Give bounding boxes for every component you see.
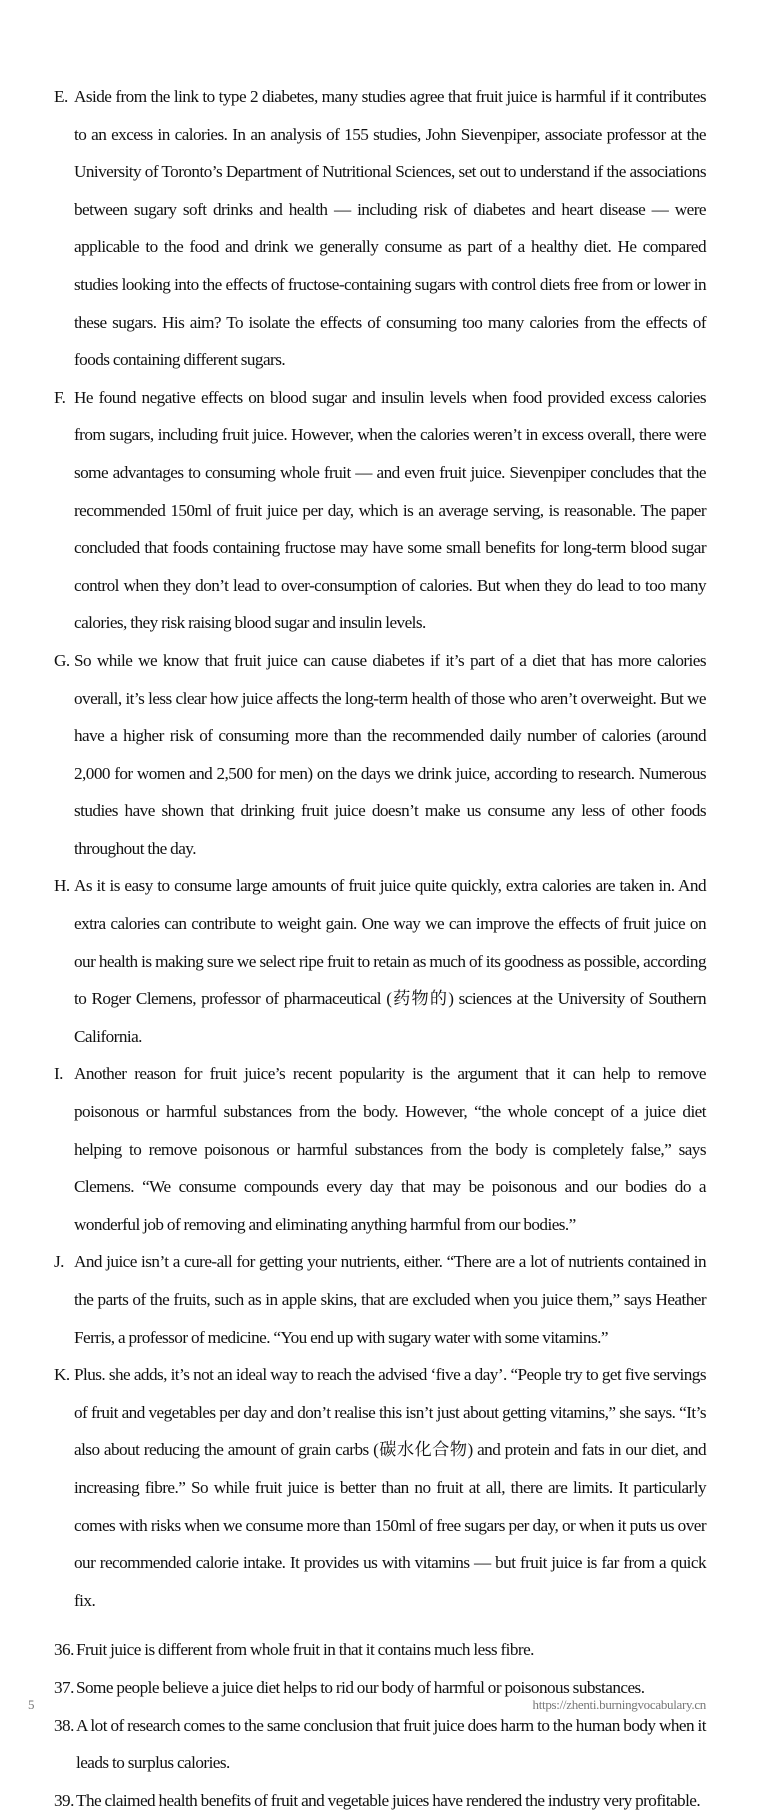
paragraph-k (54, 1356, 706, 1619)
paragraph-label: I. (54, 1064, 63, 1084)
paragraph-i (54, 1055, 706, 1243)
paragraph-label: E. (54, 87, 68, 106)
footer-url[interactable]: https://zhenti.burningvocabulary.cn (532, 1697, 706, 1712)
question-text: Fruit juice is different from whole fruit in that it contains much less fibre. (76, 1640, 534, 1660)
paragraph-e (54, 78, 706, 379)
question-item (54, 1707, 706, 1782)
paragraph-text: Plus. she adds, it’s not an ideal way to reach the advised ‘five a day’. “People try to get five servings of fruit and vegetables per day and don’t realise this isn’t just about getting vitamins,” she says. “It’s also about reducing the amount of grain carbs (碳水化合物) and protein and fats in our diet, and increasing fibre.” So while fruit juice is better than no fruit at all, there are limits. It particularly comes with risks when we consume more than 150ml of free sugars per day, or when it puts us over our recommended calorie intake. It provides us with vitamins — but fruit juice is far from a quick fix. (74, 1365, 706, 1610)
paragraph-label: F. (54, 387, 66, 407)
question-text: A lot of research comes to the same conclusion that fruit juice does harm to the human body when it leads to surplus calories. (76, 1715, 706, 1773)
paragraph-text: Aside from the link to type 2 diabetes, many studies agree that fruit juice is harmful if it contributes to an excess in calories. In an analysis of 155 studies, John Sievenpiper, associate professor at the University of Toronto’s Department of Nutritional Sciences, set out to understand if the associations between sugary soft drinks and health — including risk of diabetes and heart disease — were applicable to the food and drink we generally consume as part of a healthy diet. He compared studies looking into the effects of fructose-containing sugars with control diets free from or lower in these sugars. His aim? To isolate the effects of consuming too many calories from the effects of foods containing different sugars. (74, 87, 706, 370)
paragraph-text: And juice isn’t a cure-all for getting your nutrients, either. “There are a lot of nutrients contained in the parts of the fruits, such as in apple skins, that are excluded when you juice them,” says Heather Ferris, a professor of medicine. “You end up with sugary water with some vitamins.” (74, 1252, 706, 1347)
question-list (54, 1631, 706, 1819)
page-footer (0, 1697, 760, 1717)
page-number: 5 (28, 1697, 35, 1712)
question-text: The claimed health benefits of fruit and vegetable juices have rendered the industry very profitable. (76, 1790, 701, 1810)
paragraph-label: G. (54, 650, 70, 670)
paragraph-label: H. (54, 876, 70, 896)
question-number: 37. (54, 1677, 74, 1697)
question-item (54, 1782, 706, 1819)
paragraph-text: Another reason for fruit juice’s recent popularity is the argument that it can help to remove poisonous or harmful substances from the body. However, “the whole concept of a juice diet helping to remove poisonous or harmful substances from the body is completely false,” says Clemens. “We consume compounds every day that may be poisonous and our bodies do a wonderful job of removing and eliminating anything harmful from our bodies.” (74, 1064, 706, 1234)
paragraph-label: J. (54, 1252, 64, 1272)
paragraph-j (54, 1243, 706, 1356)
paragraph-label: K. (54, 1365, 70, 1385)
paragraph-text: He found negative effects on blood sugar and insulin levels when food provided excess calories from sugars, including fruit juice. However, when the calories weren’t in excess overall, there were some advantages to consuming whole fruit — and even fruit juice. Sievenpiper concludes that the recommended 150ml of fruit juice per day, which is an average serving, is reasonable. The paper concluded that foods containing fructose may have some small benefits for long-term blood sugar control when they don’t lead to over-consumption of calories. But when they do lead to too many calories, they risk raising blood sugar and insulin levels. (74, 387, 706, 633)
question-text: Some people believe a juice diet helps to rid our body of harmful or poisonous substances. (76, 1677, 645, 1697)
passage-content (54, 78, 706, 1819)
question-number: 38. (54, 1715, 74, 1735)
question-item (54, 1631, 706, 1669)
paragraph-h (54, 867, 706, 1055)
question-number: 39. (54, 1790, 74, 1810)
paragraph-g (54, 642, 706, 868)
paragraph-f (54, 379, 706, 642)
paragraph-text: So while we know that fruit juice can cause diabetes if it’s part of a diet that has more calories overall, it’s less clear how juice affects the long-term health of those who aren’t overweight. But we have a higher risk of consuming more than the recommended daily number of calories (around 2,000 for women and 2,500 for men) on the days we drink juice, according to research. Numerous studies have shown that drinking fruit juice doesn’t make us consume any less of other foods throughout the day. (74, 650, 706, 858)
paragraph-text: As it is easy to consume large amounts of fruit juice quite quickly, extra calories are taken in. And extra calories can contribute to weight gain. One way we can improve the effects of fruit juice on our health is making sure we select ripe fruit to retain as much of its goodness as possible, according to Roger Clemens, professor of pharmaceutical (药物的) sciences at the University of Southern California. (74, 876, 706, 1046)
question-number: 36. (54, 1640, 74, 1660)
